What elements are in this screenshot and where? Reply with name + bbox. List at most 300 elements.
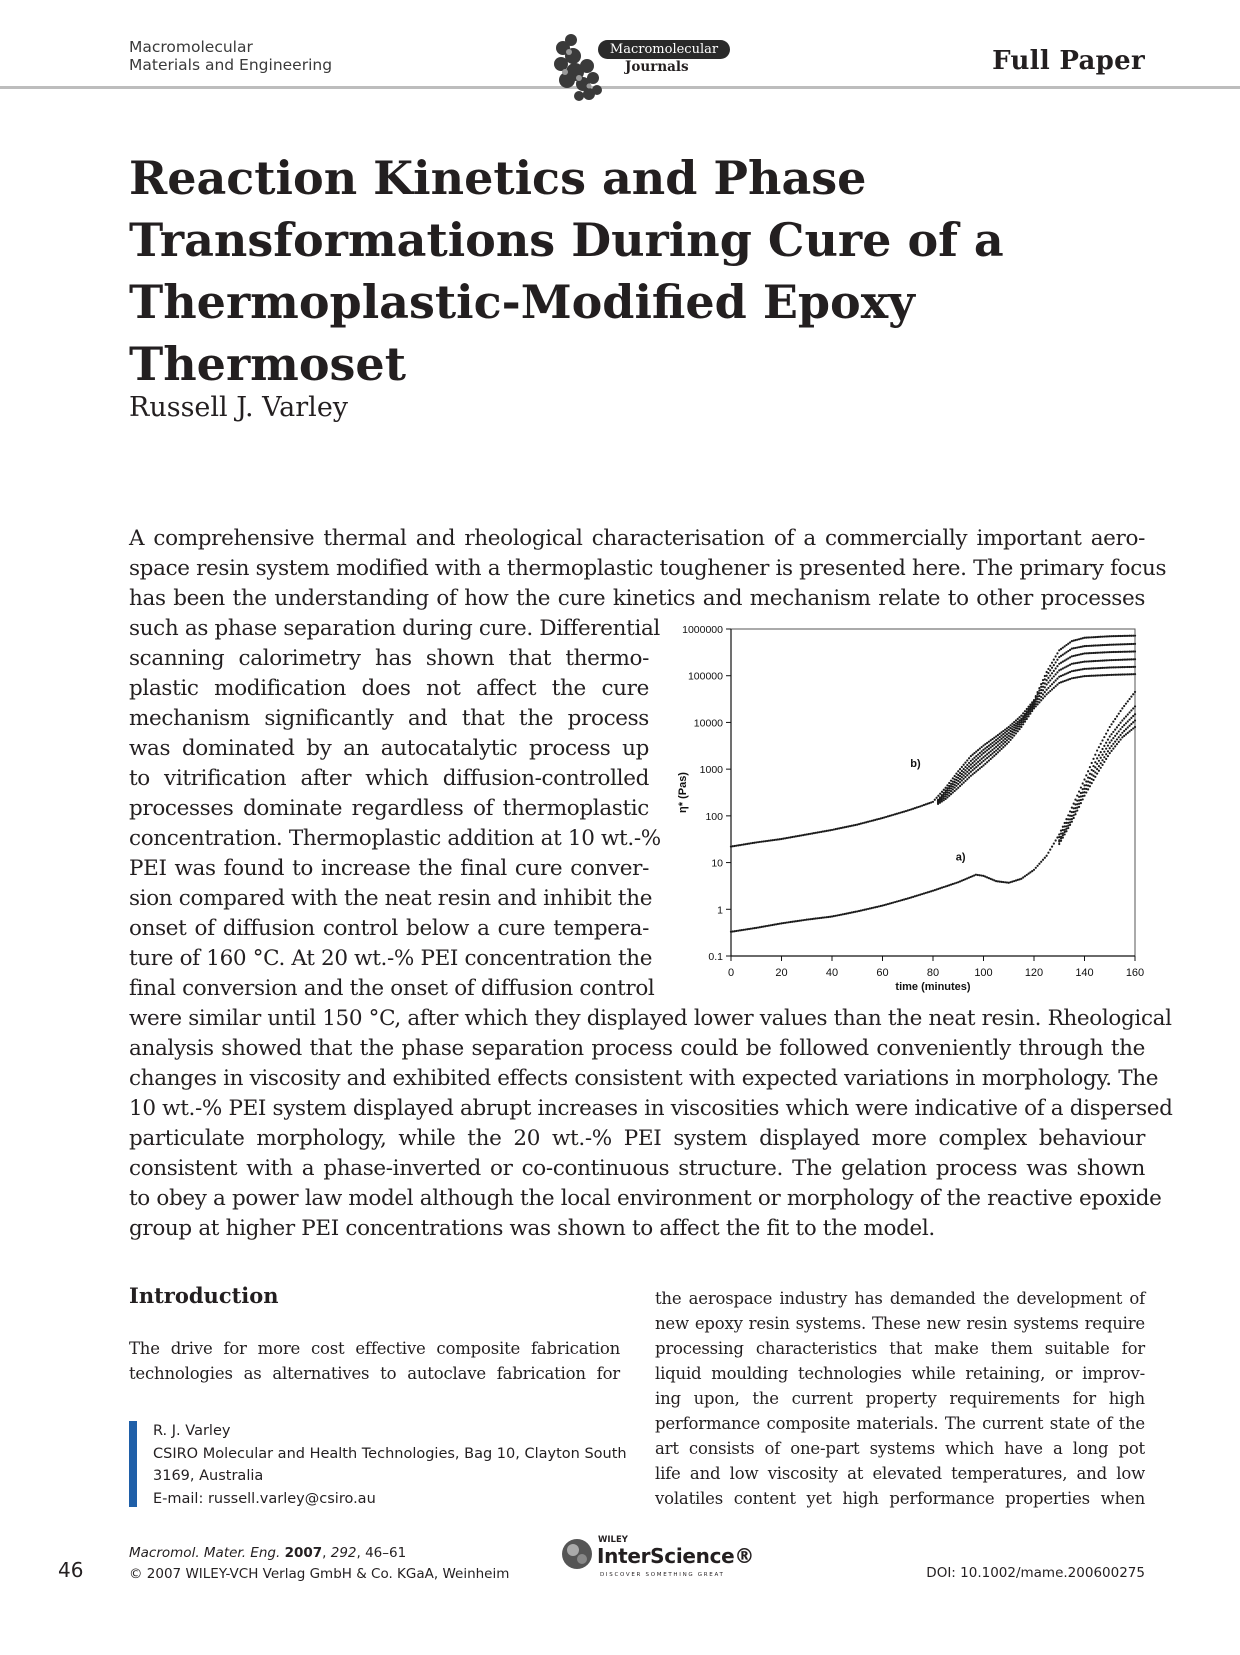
data-point	[972, 769, 974, 771]
data-point	[990, 758, 992, 760]
data-point	[977, 764, 979, 766]
data-point	[991, 752, 993, 754]
data-point	[1121, 719, 1123, 721]
data-point	[835, 828, 837, 830]
data-point	[1109, 752, 1111, 754]
data-point	[1118, 724, 1120, 726]
data-point	[961, 773, 963, 775]
data-point	[1119, 710, 1121, 712]
data-point	[1069, 649, 1071, 651]
data-point	[1116, 733, 1118, 735]
data-point	[1109, 735, 1111, 737]
data-point	[991, 742, 993, 744]
data-point	[995, 753, 997, 755]
data-point	[957, 787, 959, 789]
data-point	[1123, 717, 1125, 719]
data-point	[981, 874, 983, 876]
data-point	[1092, 770, 1094, 772]
data-point	[1134, 713, 1136, 715]
affiliation-address: CSIRO Molecular and Health Technologies, Bag 10, Clayton South	[153, 1445, 627, 1462]
citation-pages: , 46–61	[356, 1545, 407, 1561]
data-point	[1038, 701, 1040, 703]
data-point	[1107, 729, 1109, 731]
abstract-line: plastic modification does not affect the cure	[129, 676, 649, 701]
data-point	[1037, 865, 1039, 867]
data-point	[973, 772, 975, 774]
abstract-line: 10 wt.-% PEI system displayed abrupt increases in viscosities which were indicative of a dispersed	[129, 1096, 1173, 1121]
data-point	[1035, 867, 1037, 869]
data-point	[1119, 738, 1121, 740]
data-point	[977, 761, 979, 763]
chart-points	[730, 635, 1136, 933]
intro-right-line: processing characteristics that make them suitable for	[655, 1339, 1145, 1358]
data-point	[975, 770, 977, 772]
data-point	[979, 759, 981, 761]
data-point	[1017, 718, 1019, 720]
data-point	[982, 760, 984, 762]
data-point	[1055, 839, 1057, 841]
abstract-line: processes dominate regardless of thermoplastic	[129, 796, 649, 821]
viscosity-chart	[660, 616, 1150, 1001]
data-point	[1128, 725, 1130, 727]
data-point	[1100, 757, 1102, 759]
data-point	[1065, 644, 1067, 646]
abstract-line: group at higher PEI concentrations was shown to affect the fit to the model.	[129, 1216, 935, 1241]
data-point	[1092, 779, 1094, 781]
x-tick-label: 120	[1024, 967, 1044, 979]
data-point	[1004, 735, 1006, 737]
data-point	[959, 775, 961, 777]
citation-volume: 292	[330, 1545, 357, 1561]
data-point	[1083, 795, 1085, 797]
data-point	[981, 754, 983, 756]
data-point	[1094, 776, 1096, 778]
data-point	[1006, 743, 1008, 745]
data-point	[1080, 786, 1082, 788]
data-point	[997, 748, 999, 750]
data-point	[1000, 734, 1002, 736]
data-point	[957, 770, 959, 772]
data-point	[1112, 721, 1114, 723]
data-point	[1000, 731, 1002, 733]
affiliation-block	[153, 1420, 627, 1510]
data-point	[968, 772, 970, 774]
data-point	[1130, 696, 1132, 698]
data-point	[1044, 691, 1046, 693]
data-point	[1119, 734, 1121, 736]
data-point	[993, 747, 995, 749]
interscience-tagline: DISCOVER SOMETHING GREAT	[600, 1572, 725, 1578]
data-point	[1040, 696, 1042, 698]
data-point	[984, 763, 986, 765]
data-point	[1130, 717, 1132, 719]
data-point	[1082, 792, 1084, 794]
data-point	[979, 874, 981, 876]
data-point	[1049, 685, 1051, 687]
data-point	[1037, 703, 1039, 705]
data-point	[995, 735, 997, 737]
data-point	[1042, 859, 1044, 861]
data-point	[982, 756, 984, 758]
data-point	[1094, 771, 1096, 773]
data-point	[936, 797, 938, 799]
data-point	[1125, 733, 1127, 735]
data-point	[1105, 753, 1107, 755]
data-point	[1130, 723, 1132, 725]
data-point	[1038, 863, 1040, 865]
data-point	[1027, 873, 1029, 875]
data-point	[853, 824, 855, 826]
data-point	[1033, 869, 1035, 871]
data-point	[950, 793, 952, 795]
abstract-line: consistent with a phase-inverted or co-continuous structure. The gelation process was shown	[129, 1156, 1145, 1181]
data-point	[1056, 659, 1058, 661]
data-point	[1103, 736, 1105, 738]
data-point	[999, 733, 1001, 735]
data-point	[1098, 765, 1100, 767]
x-tick-label: 160	[1125, 967, 1145, 979]
data-point	[1040, 692, 1042, 694]
data-point	[1098, 770, 1100, 772]
data-point	[948, 792, 950, 794]
y-tick-label: 1000	[699, 764, 723, 777]
data-point	[1049, 849, 1051, 851]
data-point	[1073, 817, 1075, 819]
data-point	[1053, 675, 1055, 677]
data-point	[1013, 721, 1015, 723]
data-point	[1009, 727, 1011, 729]
data-point	[1074, 813, 1076, 815]
data-point	[1047, 681, 1049, 683]
abstract-line: were similar until 150 °C, after which they displayed lower values than the neat resin. Rheological	[129, 1006, 1172, 1031]
abstract-line: onset of diffusion control below a cure tempera-	[129, 916, 649, 941]
data-point	[941, 800, 943, 802]
data-point	[1103, 751, 1105, 753]
data-point	[1022, 723, 1024, 725]
data-point	[1105, 758, 1107, 760]
data-point	[964, 780, 966, 782]
abstract-line: A comprehensive thermal and rheological characterisation of a commercially important aero-	[129, 526, 1145, 551]
abstract-line: space resin system modified with a thermoplastic toughener is presented here. The primary focus	[129, 556, 1167, 581]
data-point	[955, 788, 957, 790]
data-point	[1114, 735, 1116, 737]
data-point	[1047, 692, 1049, 694]
data-point	[972, 762, 974, 764]
data-point	[991, 745, 993, 747]
data-point	[1046, 679, 1048, 681]
data-point	[1087, 788, 1089, 790]
data-point	[1134, 705, 1136, 707]
data-point	[1105, 748, 1107, 750]
data-point	[1132, 727, 1134, 729]
data-point	[975, 759, 977, 761]
data-point	[997, 744, 999, 746]
data-point	[975, 755, 977, 757]
data-point	[1109, 726, 1111, 728]
data-point	[1051, 677, 1053, 679]
x-tick-label: 40	[825, 967, 839, 979]
data-point	[847, 825, 849, 827]
data-point	[1006, 739, 1008, 741]
data-point	[1046, 683, 1048, 685]
data-point	[979, 767, 981, 769]
data-point	[977, 753, 979, 755]
data-point	[1127, 700, 1129, 702]
data-point	[1094, 761, 1096, 763]
data-point	[1100, 743, 1102, 745]
data-point	[1020, 726, 1022, 728]
data-point	[1116, 743, 1118, 745]
data-point	[1051, 672, 1053, 674]
data-point	[963, 782, 965, 784]
data-point	[943, 799, 945, 801]
data-point	[964, 769, 966, 771]
data-point	[995, 739, 997, 741]
data-point	[990, 754, 992, 756]
x-tick-label: 0	[727, 967, 735, 979]
affiliation-email[interactable]: E-mail: russell.varley@csiro.au	[153, 1490, 376, 1507]
x-axis-label: time (minutes)	[895, 981, 971, 993]
x-tick-label: 60	[876, 967, 889, 979]
data-point	[838, 827, 840, 829]
data-point	[1121, 707, 1123, 709]
data-point	[1110, 733, 1112, 735]
data-point	[1055, 679, 1057, 681]
y-tick-label: 1	[717, 904, 723, 917]
data-point	[1107, 739, 1109, 741]
data-point	[970, 775, 972, 777]
data-point	[1053, 681, 1055, 683]
intro-right-line: new epoxy resin systems. These new resin systems require	[655, 1314, 1145, 1333]
data-point	[831, 829, 833, 831]
data-point	[1103, 745, 1105, 747]
data-point	[988, 752, 990, 754]
data-point	[945, 798, 947, 800]
abstract-line: particulate morphology, while the 20 wt.-% PEI system displayed more complex behaviour	[129, 1126, 1145, 1151]
data-point	[1015, 732, 1017, 734]
data-point	[975, 750, 977, 752]
data-point	[1002, 746, 1004, 748]
data-point	[1031, 710, 1033, 712]
data-point	[963, 771, 965, 773]
data-point	[1053, 659, 1055, 661]
journal-name-line2: Materials and Engineering	[129, 56, 333, 74]
data-point	[972, 758, 974, 760]
abstract-line: to obey a power law model although the local environment or morphology of the reactive epoxide	[129, 1186, 1162, 1211]
affiliation-name: R. J. Varley	[153, 1423, 231, 1439]
data-point	[1046, 693, 1048, 695]
data-point	[986, 746, 988, 748]
data-point	[954, 790, 956, 792]
data-point	[959, 785, 961, 787]
data-point	[957, 777, 959, 779]
data-point	[1067, 650, 1069, 652]
data-point	[1035, 705, 1037, 707]
data-point	[1015, 719, 1017, 721]
data-point	[1064, 833, 1066, 835]
data-point	[1128, 730, 1130, 732]
data-point	[988, 755, 990, 757]
data-point	[966, 771, 968, 773]
data-point	[977, 749, 979, 751]
y-axis-label: η* (Pas)	[677, 772, 689, 813]
data-point	[1134, 666, 1136, 668]
data-point	[1083, 778, 1085, 780]
data-point	[1101, 748, 1103, 750]
data-point	[991, 738, 993, 740]
data-point	[1134, 635, 1136, 637]
y-tick-label: 0.1	[708, 951, 723, 963]
data-point	[1092, 758, 1094, 760]
data-point	[1127, 720, 1129, 722]
data-point	[1082, 782, 1084, 784]
data-point	[1098, 746, 1100, 748]
data-point	[1134, 658, 1136, 660]
y-tick-label: 10	[711, 857, 723, 870]
data-point	[1017, 730, 1019, 732]
data-point	[959, 778, 961, 780]
data-point	[952, 791, 954, 793]
affiliation-bar	[129, 1421, 137, 1507]
data-point	[975, 762, 977, 764]
data-point	[1002, 730, 1004, 732]
data-point	[1112, 731, 1114, 733]
intro-right-line: the aerospace industry has demanded the development of	[655, 1289, 1145, 1308]
data-point	[1042, 689, 1044, 691]
data-point	[1107, 750, 1109, 752]
data-point	[982, 744, 984, 746]
data-point	[1044, 695, 1046, 697]
data-point	[1118, 713, 1120, 715]
data-point	[988, 744, 990, 746]
data-point	[1009, 739, 1011, 741]
data-point	[957, 783, 959, 785]
data-point	[970, 767, 972, 769]
data-point	[984, 755, 986, 757]
copyright: © 2007 WILEY-VCH Verlag GmbH & Co. KGaA, Weinheim	[129, 1566, 510, 1582]
data-point	[1127, 726, 1129, 728]
data-point	[1056, 683, 1058, 685]
intro-right-line: volatiles content yet high performance properties when	[655, 1489, 1145, 1508]
data-point	[1002, 743, 1004, 745]
data-point	[1042, 697, 1044, 699]
data-point	[1116, 715, 1118, 717]
data-point	[1121, 732, 1123, 734]
data-point	[1056, 678, 1058, 680]
data-point	[961, 766, 963, 768]
data-point	[1002, 739, 1004, 741]
data-point	[952, 788, 954, 790]
data-point	[1049, 690, 1051, 692]
data-point	[1134, 691, 1136, 693]
data-point	[970, 760, 972, 762]
data-point	[1132, 693, 1134, 695]
data-point	[1026, 874, 1028, 876]
doi[interactable]: DOI: 10.1002/mame.200600275	[926, 1565, 1145, 1581]
data-point	[1110, 745, 1112, 747]
data-point	[1006, 736, 1008, 738]
data-point	[1027, 715, 1029, 717]
annotation-label: a)	[955, 851, 966, 864]
data-point	[1134, 650, 1136, 652]
abstract-line: mechanism significantly and that the process	[129, 706, 649, 731]
data-point	[1051, 846, 1053, 848]
data-point	[1004, 732, 1006, 734]
data-point	[833, 828, 835, 830]
data-point	[957, 780, 959, 782]
data-point	[1118, 736, 1120, 738]
data-point	[1110, 750, 1112, 752]
data-point	[1101, 754, 1103, 756]
data-point	[1055, 661, 1057, 663]
data-point	[1121, 726, 1123, 728]
data-point	[1038, 687, 1040, 689]
data-point	[1069, 641, 1071, 643]
data-point	[993, 737, 995, 739]
data-point	[1008, 729, 1010, 731]
data-point	[934, 799, 936, 801]
data-point	[1127, 732, 1129, 734]
data-point	[1008, 726, 1010, 728]
data-point	[984, 747, 986, 749]
data-point	[1094, 754, 1096, 756]
data-point	[963, 768, 965, 770]
data-point	[1112, 748, 1114, 750]
data-point	[970, 755, 972, 757]
data-point	[999, 736, 1001, 738]
data-point	[1013, 734, 1015, 736]
data-point	[1125, 703, 1127, 705]
data-point	[1049, 669, 1051, 671]
data-point	[1071, 818, 1073, 820]
x-tick-label: 100	[974, 967, 993, 979]
data-point	[1094, 766, 1096, 768]
data-point	[964, 776, 966, 778]
data-point	[1130, 729, 1132, 731]
data-point	[964, 766, 966, 768]
data-point	[1065, 830, 1067, 832]
data-point	[1008, 738, 1010, 740]
intro-right-line: liquid moulding technologies while retaining, or improv-	[655, 1364, 1145, 1383]
data-point	[982, 752, 984, 754]
data-point	[1031, 870, 1033, 872]
data-point	[1029, 713, 1031, 715]
data-point	[844, 826, 846, 828]
data-point	[968, 776, 970, 778]
data-point	[1006, 730, 1008, 732]
data-point	[1018, 728, 1020, 730]
data-point	[1011, 723, 1013, 725]
data-point	[964, 762, 966, 764]
data-point	[851, 825, 853, 827]
data-point	[1114, 718, 1116, 720]
data-point	[993, 755, 995, 757]
data-point	[1033, 707, 1035, 709]
data-point	[997, 741, 999, 743]
data-point	[961, 783, 963, 785]
data-point	[943, 795, 945, 797]
data-point	[1110, 739, 1112, 741]
data-point	[990, 746, 992, 748]
data-point	[1047, 677, 1049, 679]
data-point	[1114, 745, 1116, 747]
data-point	[973, 757, 975, 759]
data-point	[1053, 842, 1055, 844]
data-point	[981, 761, 983, 763]
data-point	[1055, 667, 1057, 669]
data-point	[1103, 756, 1105, 758]
data-point	[1058, 649, 1060, 651]
